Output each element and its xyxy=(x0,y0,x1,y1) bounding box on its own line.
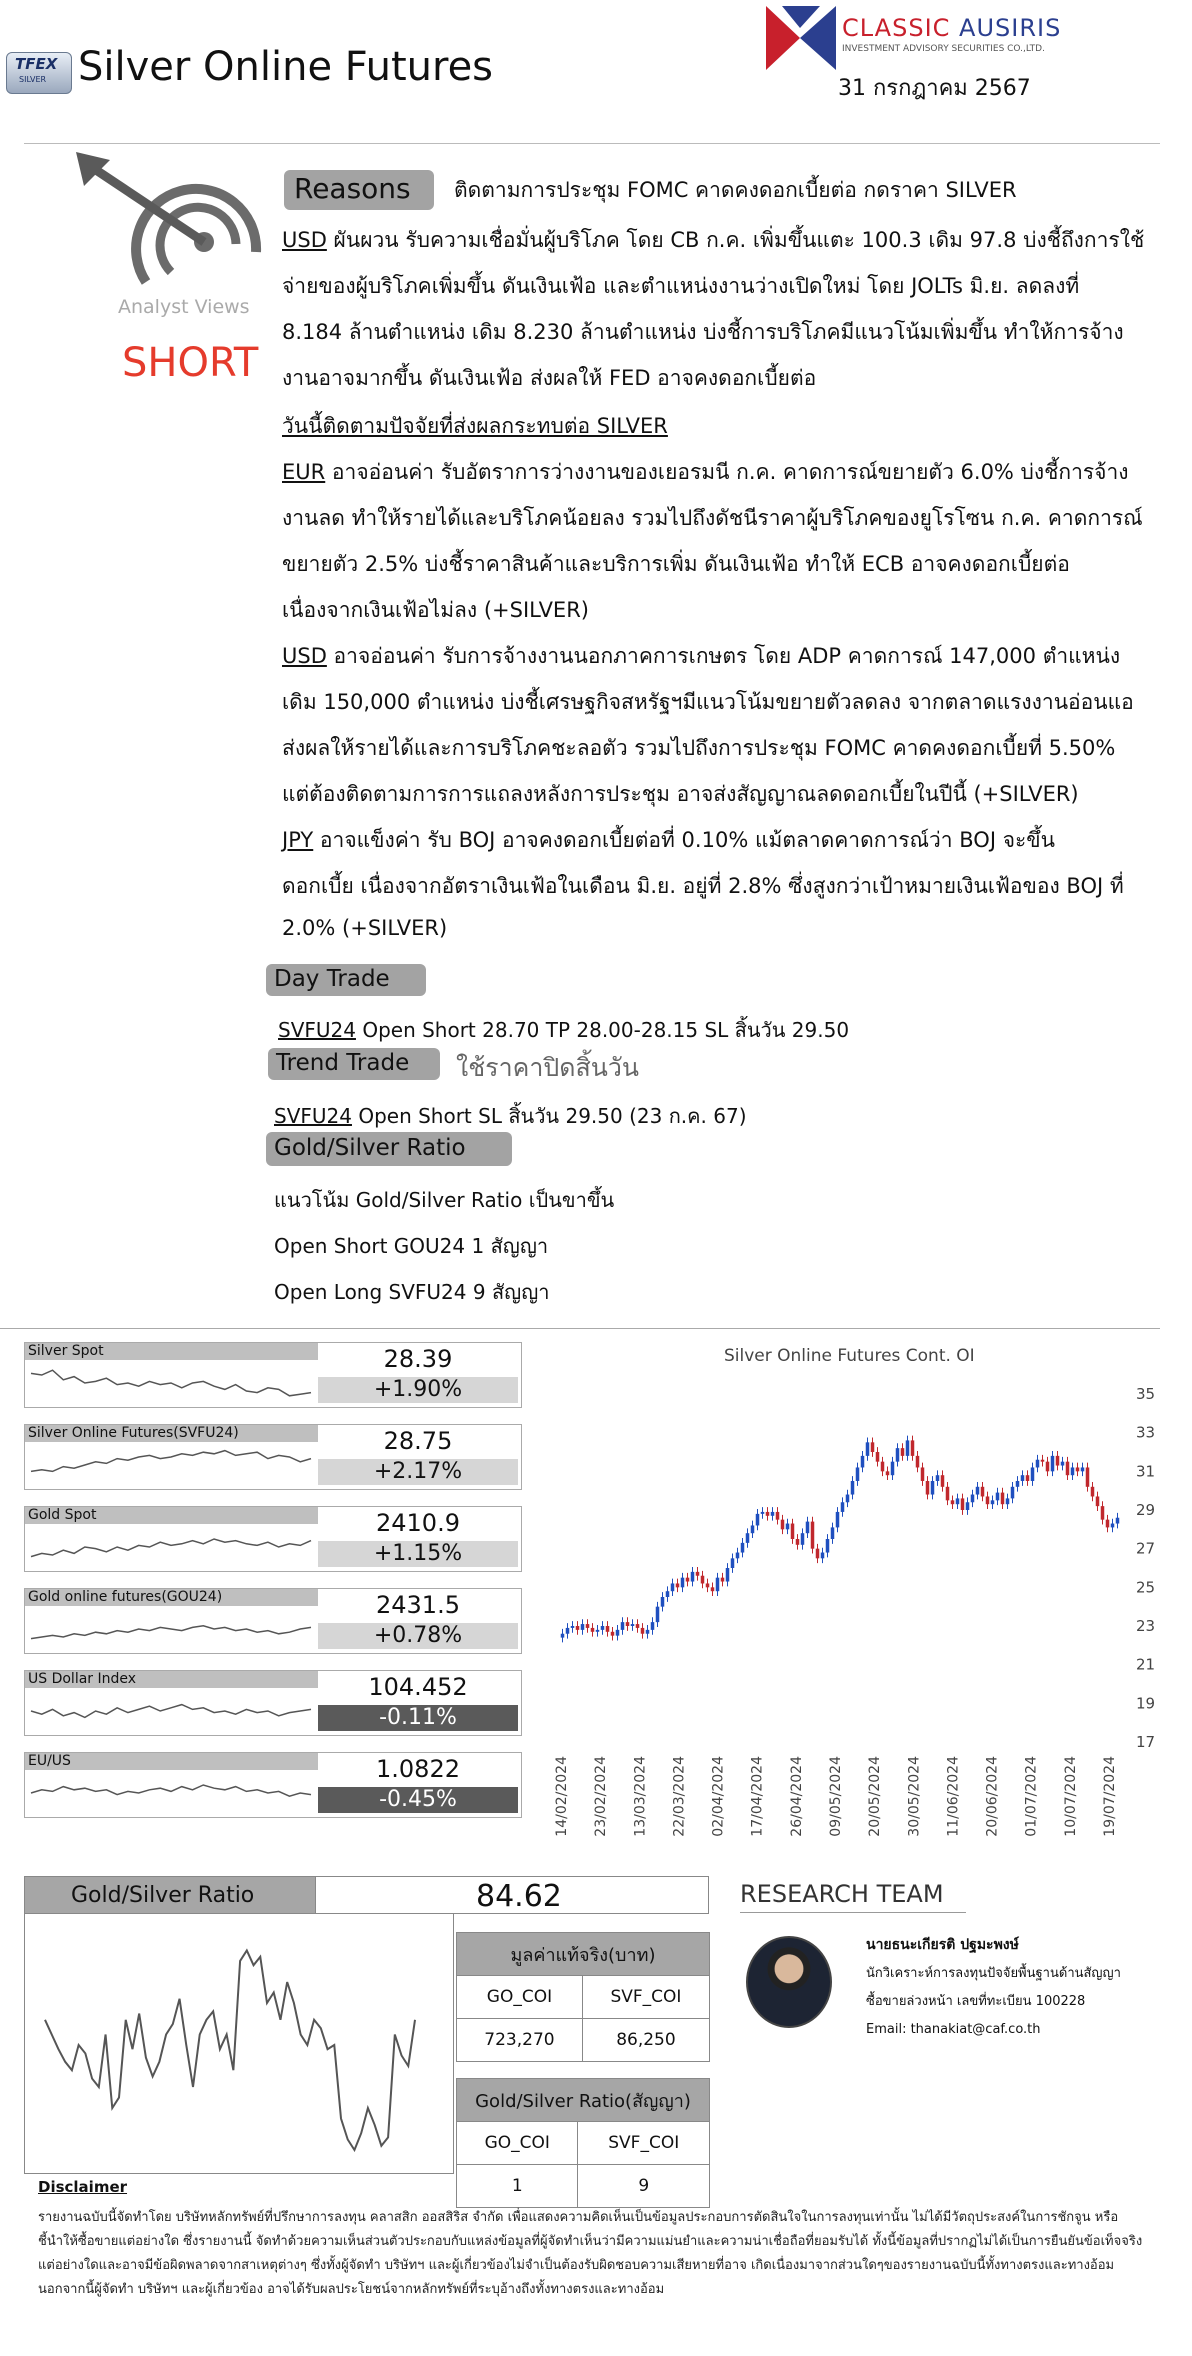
candle-body xyxy=(971,1495,975,1503)
candle-body xyxy=(561,1634,565,1638)
reasons-headline: ติดตามการประชุม FOMC คาดคงดอกเบี้ยต่อ กดราคา SILVER xyxy=(454,178,1017,202)
y-tick-label: 19 xyxy=(1136,1694,1156,1713)
candle-body xyxy=(776,1512,780,1520)
page-title: Silver Online Futures xyxy=(78,44,494,90)
gs-ratio-line-2: Open Long SVFU24 9 สัญญา xyxy=(274,1280,550,1304)
candle-body xyxy=(716,1578,720,1592)
candle-body xyxy=(791,1524,795,1539)
gs-ratio-line-chart xyxy=(40,1920,460,2160)
x-tick-label: 23/02/2024 xyxy=(593,1756,610,1837)
candle-body xyxy=(961,1498,965,1510)
usd1-line-0 xyxy=(282,224,1144,257)
research-name: นายธนะเกียรติ ปฐมะพงษ์ xyxy=(866,1937,1019,1953)
candle-body xyxy=(1006,1498,1010,1504)
usd2-line-1: เดิม 150,000 ตำแหน่ง บ่งชี้เศรษฐกิจสหรัฐฯมีแนวโน้มขยายตัวลดลง จากตลาดแรงงานอ่อนแอ xyxy=(282,690,1134,714)
x-tick-label: 02/04/2024 xyxy=(710,1756,727,1837)
candle-body xyxy=(941,1475,945,1487)
candle-body xyxy=(996,1493,1000,1501)
candle-body xyxy=(1016,1481,1020,1487)
tile-change: +1.90% xyxy=(318,1377,518,1403)
candle-body xyxy=(1071,1467,1075,1475)
candle-body xyxy=(756,1514,760,1526)
candle-body xyxy=(1086,1467,1090,1486)
tile-change: +0.78% xyxy=(318,1623,518,1649)
x-tick-label: 11/06/2024 xyxy=(945,1756,962,1837)
today-heading-text: วันนี้ติดตามปัจจัยที่ส่งผลกระทบต่อ SILVER xyxy=(282,414,668,438)
x-tick-label: 14/02/2024 xyxy=(554,1756,570,1837)
research-role2: ซื้อขายล่วงหน้า เลขที่ทะเบียน 100228 xyxy=(866,1994,1086,2009)
gs-ratio-tag xyxy=(266,1132,512,1166)
candle-body xyxy=(631,1624,635,1626)
y-tick-label: 25 xyxy=(1136,1578,1156,1597)
tfex-badge-text: TFEX xyxy=(15,55,58,73)
ratio-val2: 9 xyxy=(578,2165,710,2208)
tile-label: Silver Spot xyxy=(25,1343,318,1360)
candle-body xyxy=(766,1512,770,1516)
eur-line-3: เนื่องจากเงินเฟ้อไม่ลง (+SILVER) xyxy=(282,598,589,622)
candle-body xyxy=(1041,1460,1045,1462)
candle-body xyxy=(691,1572,695,1582)
candle-body xyxy=(1111,1524,1115,1528)
candle-body xyxy=(861,1456,865,1468)
candle-body xyxy=(1046,1462,1050,1472)
candle-body xyxy=(956,1498,960,1504)
x-tick-label: 10/07/2024 xyxy=(1062,1756,1079,1837)
candle-body xyxy=(1101,1506,1105,1520)
usd2-line-2: ส่งผลให้รายได้และการบริโภคชะลอตัว รวมไปถึงการประชุม FOMC คาดคงดอกเบี้ยที่ 5.50% xyxy=(282,736,1116,760)
usd2-key: USD xyxy=(282,644,327,668)
fair-val1: 723,270 xyxy=(457,2019,583,2062)
x-tick-label: 30/05/2024 xyxy=(906,1756,923,1837)
candle-body xyxy=(656,1607,660,1622)
candle-body xyxy=(946,1487,950,1501)
target-arrow-icon xyxy=(76,152,266,302)
research-role: นักวิเคราะห์การลงทุนปัจจัยพื้นฐานด้านสัญญา xyxy=(866,1966,1121,1981)
eur-line-0 xyxy=(282,456,1129,489)
usd2-line-3: แต่ต้องติดตามการการแถลงหลังการประชุม อาจส่งสัญญาณลดดอกเบี้ยในปีนี้ (+SILVER) xyxy=(282,782,1079,806)
trend-trade-text: Open Short SL สิ้นวัน 29.50 (23 ก.ค. 67) xyxy=(351,1104,747,1128)
trend-trade-symbol: SVFU24 xyxy=(274,1104,352,1128)
gs-ratio-chart-header xyxy=(24,1876,316,1914)
tile-sparkline xyxy=(29,1527,315,1567)
x-tick-label: 19/07/2024 xyxy=(1102,1756,1118,1837)
reasons-tag-text: Reasons xyxy=(294,172,411,205)
brand-ausiris: AUSIRIS xyxy=(959,14,1062,42)
candle-body xyxy=(806,1522,810,1534)
candle-body xyxy=(976,1487,980,1495)
usd1-key: USD xyxy=(282,228,327,252)
candle-body xyxy=(931,1481,935,1495)
brand-name xyxy=(842,14,1061,42)
candle-body xyxy=(641,1628,645,1634)
gs-ratio-chart-title: Gold/Silver Ratio xyxy=(71,1883,255,1908)
candle-body xyxy=(1061,1462,1065,1466)
trend-trade-line xyxy=(274,1100,747,1132)
tile-sparkline xyxy=(29,1363,315,1403)
analyst-view-label: Analyst Views xyxy=(118,296,250,318)
candle-body xyxy=(626,1622,630,1626)
usd2-text-0: อาจอ่อนค่า รับการจ้างงานนอกภาคการเกษตร โดย ADP คาดการณ์ 147,000 ตำแหน่ง xyxy=(326,644,1121,668)
candle-body xyxy=(1001,1493,1005,1505)
tile-price: 1.0822 xyxy=(376,1755,460,1783)
eur-line-1: งานลด ทำให้รายได้และบริโภคน้อยลง รวมไปถึงดัชนีราคาผู้บริโภคของยูโรโซน ก.ค. คาดการณ์ xyxy=(282,506,1143,530)
research-email[interactable]: Email: thanakiat@caf.co.th xyxy=(866,2022,1041,2037)
ratio-contract-table xyxy=(456,2078,710,2208)
disclaimer-line: แต่อย่างใดและอาจมีข้อผิดพลาดจากสาเหตุต่างๆ ซึ่งทั้งผู้จัดทำ บริษัทฯ และผู้เกี่ยวข้องไม่จำเป็นต้องรับผิดชอบความเสียหายที่อาจ เกิดเนื่องมาจากส่วนใดๆของรายงานฉบับนี้ทั้งทางตรงและทางอ้อม xyxy=(38,2258,1115,2273)
candle-body xyxy=(816,1549,820,1559)
tile-sparkline xyxy=(29,1691,315,1731)
candle-body xyxy=(636,1624,640,1628)
tile-sparkline-line xyxy=(31,1451,311,1472)
fair-val2: 86,250 xyxy=(582,2019,709,2062)
gs-ratio-tag-text: Gold/Silver Ratio xyxy=(274,1135,466,1161)
candle-body xyxy=(851,1481,855,1495)
y-tick-label: 23 xyxy=(1136,1617,1156,1635)
gs-ratio-line-1: Open Short GOU24 1 สัญญา xyxy=(274,1234,549,1258)
tile-price: 28.75 xyxy=(383,1427,453,1455)
candle-body xyxy=(811,1522,815,1549)
candle-body xyxy=(621,1622,625,1630)
candle-body xyxy=(1011,1487,1015,1499)
ratio-col2: SVF_COI xyxy=(578,2122,710,2165)
header-divider xyxy=(24,143,1160,144)
candle-body xyxy=(936,1475,940,1481)
tile-sparkline-line xyxy=(31,1539,311,1557)
candle-body xyxy=(1056,1456,1060,1466)
disclaimer-line: รายงานฉบับนี้จัดทำโดย บริษัทหลักทรัพย์ที่ปรึกษาการลงทุน คลาสสิก ออสสิริส จำกัด เพื่อแสดงความคิดเห็นเป็นข้อมูลประกอบการตัดสินใจในการลงทุนเท่านั้น ไม่ได้มีวัตถุประสงค์ในการชักจูน หรือ xyxy=(38,2210,1119,2225)
y-tick-label: 17 xyxy=(1136,1733,1156,1751)
market-tile xyxy=(24,1588,522,1654)
candle-body xyxy=(1076,1467,1080,1471)
candle-body xyxy=(771,1512,775,1516)
candle-body xyxy=(601,1626,605,1630)
day-trade-tag xyxy=(266,964,426,996)
tile-label: US Dollar Index xyxy=(25,1671,318,1688)
candle-body xyxy=(796,1539,800,1545)
x-tick-label: 13/03/2024 xyxy=(632,1756,649,1837)
market-tile xyxy=(24,1670,522,1736)
candle-body xyxy=(646,1630,650,1634)
usd2-line-0 xyxy=(282,640,1120,673)
tile-change: +1.15% xyxy=(318,1541,518,1567)
tfex-badge-sub: SILVER xyxy=(19,75,47,84)
candle-body xyxy=(866,1442,870,1456)
eur-line-2: ขยายตัว 2.5% บ่งชี้ราคาสินค้าและบริการเพิ่ม ดันเงินเฟ้อ ทำให้ ECB อาจคงดอกเบี้ยต่อ xyxy=(282,552,1070,576)
jpy-line-0 xyxy=(282,824,1055,857)
candle-body xyxy=(981,1487,985,1497)
candle-body xyxy=(696,1572,700,1576)
report-date: 31 กรกฎาคม 2567 xyxy=(838,76,1031,101)
candle-body xyxy=(731,1558,735,1568)
research-divider xyxy=(740,1912,966,1913)
candle-body xyxy=(786,1524,790,1530)
tile-price: 28.39 xyxy=(383,1345,453,1373)
candle-body xyxy=(781,1520,785,1530)
candle-body xyxy=(921,1467,925,1481)
candle-body xyxy=(891,1462,895,1476)
tile-sparkline-line xyxy=(31,1626,311,1639)
gs-ratio-series-line xyxy=(45,1951,415,2151)
candle-body xyxy=(736,1553,740,1559)
jpy-text-0: อาจแข็งค่า รับ BOJ อาจคงดอกเบี้ยต่อที่ 0.10% แม้ตลาดคาดการณ์ว่า BOJ จะขึ้น xyxy=(313,828,1055,852)
market-tile xyxy=(24,1424,522,1490)
candle-body xyxy=(606,1626,610,1632)
usd1-text-0: ผันผวน รับความเชื่อมั่นผู้บริโภค โดย CB ก.ค. เพิ่มขึ้นแตะ 100.3 เดิม 97.8 บ่งชี้ถึงการใช้ xyxy=(326,228,1145,252)
y-tick-label: 29 xyxy=(1136,1501,1156,1519)
x-tick-label: 20/05/2024 xyxy=(867,1756,884,1837)
candle-body xyxy=(986,1496,990,1504)
candle-body xyxy=(871,1442,875,1452)
ratio-col1: GO_COI xyxy=(457,2122,578,2165)
candle-body xyxy=(596,1630,600,1632)
candle-body xyxy=(951,1500,955,1504)
candle-chart xyxy=(540,1376,1180,1866)
candle-body xyxy=(991,1500,995,1504)
candle-body xyxy=(581,1624,585,1630)
trend-trade-note: ใช้ราคาปิดสิ้นวัน xyxy=(456,1053,639,1082)
tile-sparkline-line xyxy=(31,1370,311,1396)
candle-body xyxy=(681,1578,685,1588)
candle-body xyxy=(751,1525,755,1533)
candle-body xyxy=(881,1462,885,1472)
candle-chart-title: Silver Online Futures Cont. OI xyxy=(724,1346,975,1366)
day-trade-symbol: SVFU24 xyxy=(278,1018,356,1042)
candle-body xyxy=(666,1591,670,1597)
fair-col2: SVF_COI xyxy=(582,1976,709,2019)
candle-body xyxy=(586,1624,590,1628)
candle-body xyxy=(906,1440,910,1455)
candle-body xyxy=(741,1543,745,1553)
candle-body xyxy=(746,1533,750,1543)
disclaimer-body xyxy=(38,2206,1158,2302)
usd1-line-1: จ่ายของผู้บริโภคเพิ่มขึ้น ดันเงินเฟ้อ และตำแหน่งงานว่างเปิดใหม่ โดย JOLTs มิ.ย. ลดลงที่ xyxy=(282,274,1080,298)
fair-col1: GO_COI xyxy=(457,1976,583,2019)
candle-body xyxy=(1051,1456,1055,1471)
eur-key: EUR xyxy=(282,460,326,484)
candle-body xyxy=(926,1481,930,1495)
market-tile xyxy=(24,1342,522,1408)
candle-body xyxy=(706,1583,710,1587)
candle-body xyxy=(876,1452,880,1462)
reasons-tag xyxy=(284,170,434,210)
day-trade-line xyxy=(278,1014,849,1046)
brand-classic: CLASSIC xyxy=(842,14,951,42)
tile-sparkline xyxy=(29,1445,315,1485)
disclaimer-line: นอกจากนี้ผู้จัดทำ บริษัทฯ และผู้เกี่ยวข้อง อาจได้รับผลประโยชน์จากหลักทรัพย์ที่ระบุอ้างถึงทั้งทางตรงและทางอ้อม xyxy=(38,2282,665,2297)
jpy-line-2: 2.0% (+SILVER) xyxy=(282,916,448,940)
candle-body xyxy=(901,1448,905,1456)
candle-body xyxy=(661,1597,665,1607)
candle-body xyxy=(966,1502,970,1510)
candle-body xyxy=(846,1495,850,1503)
candle-body xyxy=(896,1448,900,1462)
x-tick-label: 20/06/2024 xyxy=(984,1756,1001,1837)
candle-body xyxy=(1026,1475,1030,1481)
candle-body xyxy=(591,1628,595,1632)
y-tick-label: 33 xyxy=(1136,1423,1156,1442)
section-divider xyxy=(0,1328,1160,1329)
candle-body xyxy=(671,1583,675,1591)
analyst-view-short: SHORT xyxy=(122,340,259,386)
tile-label: Silver Online Futures(SVFU24) xyxy=(25,1425,318,1442)
trend-trade-tag xyxy=(268,1048,440,1080)
candle-body xyxy=(1106,1520,1110,1528)
disclaimer-title: Disclaimer xyxy=(38,2178,128,2196)
y-tick-label: 35 xyxy=(1136,1385,1156,1403)
candle-body xyxy=(886,1471,890,1475)
candle-body xyxy=(1021,1475,1025,1481)
tile-price: 2431.5 xyxy=(376,1591,460,1619)
candle-body xyxy=(566,1628,570,1634)
candle-body xyxy=(826,1539,830,1553)
brand-subtitle: INVESTMENT ADVISORY SECURITIES CO.,LTD. xyxy=(842,44,1045,54)
candle-body xyxy=(1096,1496,1100,1506)
candle-body xyxy=(1091,1487,1095,1497)
candle-body xyxy=(1081,1467,1085,1471)
tile-change: -0.45% xyxy=(318,1787,518,1813)
candle-body xyxy=(1031,1467,1035,1481)
candle-body xyxy=(841,1502,845,1512)
candle-body xyxy=(831,1527,835,1539)
tile-sparkline-line xyxy=(31,1785,311,1796)
ratio-contract-header: Gold/Silver Ratio(สัญญา) xyxy=(457,2079,710,2122)
tile-change: +2.17% xyxy=(318,1459,518,1485)
x-tick-label: 17/04/2024 xyxy=(749,1756,766,1837)
candle-body xyxy=(821,1553,825,1559)
usd1-line-2: 8.184 ล้านตำแหน่ง เดิม 8.230 ล้านตำแหน่ง บ่งชี้การบริโภคมีแนวโน้มเพิ่มขึ้น ทำให้การจ้าง xyxy=(282,320,1124,344)
fair-value-header: มูลค่าแท้จริง(บาท) xyxy=(457,1933,710,1976)
y-tick-label: 31 xyxy=(1136,1462,1156,1481)
candle-body xyxy=(856,1467,860,1481)
today-heading xyxy=(282,410,668,443)
fair-value-table xyxy=(456,1932,710,2062)
candle-body xyxy=(576,1626,580,1630)
eur-text-0: อาจอ่อนค่า รับอัตราการว่างงานของเยอรมนี ก.ค. คาดการณ์ขยายตัว 6.0% บ่งชี้การจ้าง xyxy=(325,460,1129,484)
candle-body xyxy=(1036,1460,1040,1468)
candle-body xyxy=(611,1632,615,1636)
tile-price: 104.452 xyxy=(368,1673,468,1701)
gs-ratio-value: 84.62 xyxy=(476,1879,562,1914)
candle-body xyxy=(571,1626,575,1628)
tfex-badge xyxy=(6,52,72,94)
usd1-line-3: งานอาจมากขึ้น ดันเงินเฟ้อ ส่งผลให้ FED อาจคงดอกเบี้ยต่อ xyxy=(282,366,817,390)
candle-body xyxy=(911,1440,915,1455)
day-trade-tag-text: Day Trade xyxy=(274,966,390,992)
market-tile xyxy=(24,1752,522,1818)
tile-sparkline xyxy=(29,1609,315,1649)
gs-ratio-line-0: แนวโน้ม Gold/Silver Ratio เป็นขาขึ้น xyxy=(274,1188,615,1212)
tile-label: Gold Spot xyxy=(25,1507,318,1524)
research-title: RESEARCH TEAM xyxy=(740,1880,944,1908)
candle-body xyxy=(836,1512,840,1527)
ratio-val1: 1 xyxy=(457,2165,578,2208)
x-tick-label: 22/03/2024 xyxy=(671,1756,688,1837)
tile-label: Gold online futures(GOU24) xyxy=(25,1589,318,1606)
tile-change: -0.11% xyxy=(318,1705,518,1731)
gs-ratio-value-box xyxy=(314,1876,709,1914)
candle-body xyxy=(1066,1462,1070,1476)
candle-body xyxy=(801,1533,805,1545)
candle-body xyxy=(761,1512,765,1514)
tile-label: EU/US xyxy=(25,1753,318,1770)
candle-body xyxy=(676,1583,680,1587)
trend-trade-tag-text: Trend Trade xyxy=(276,1050,410,1076)
candle-body xyxy=(686,1578,690,1582)
candle-body xyxy=(701,1576,705,1584)
x-tick-label: 26/04/2024 xyxy=(788,1756,805,1837)
y-tick-label: 27 xyxy=(1136,1539,1156,1558)
candle-body xyxy=(651,1622,655,1630)
day-trade-text: Open Short 28.70 TP 28.00-28.15 SL สิ้นวัน 29.50 xyxy=(355,1018,850,1042)
avatar xyxy=(746,1936,832,2028)
y-tick-label: 21 xyxy=(1136,1655,1156,1674)
candle-body xyxy=(1116,1518,1120,1524)
market-tile xyxy=(24,1506,522,1572)
candle-body xyxy=(616,1630,620,1636)
candle-body xyxy=(916,1456,920,1468)
jpy-line-1: ดอกเบี้ย เนื่องจากอัตราเงินเฟ้อในเดือน มิ.ย. อยู่ที่ 2.8% ซึ่งสูงกว่าเป้าหมายเงินเฟ้อของ BOJ ที่ xyxy=(282,874,1124,898)
company-logo-icon xyxy=(766,6,836,70)
x-tick-label: 09/05/2024 xyxy=(828,1756,844,1837)
tile-sparkline-line xyxy=(31,1705,311,1718)
candle-body xyxy=(711,1587,715,1591)
tile-price: 2410.9 xyxy=(376,1509,460,1537)
tile-sparkline xyxy=(29,1773,315,1813)
candle-body xyxy=(726,1568,730,1582)
candle-body xyxy=(721,1578,725,1582)
jpy-key: JPY xyxy=(282,828,314,852)
x-tick-label: 01/07/2024 xyxy=(1023,1756,1040,1837)
disclaimer-line: ชี้นำให้ซื้อขายแต่อย่างใด ซึ่งรายงานนี้ จัดทำด้วยความเห็นส่วนตัวประกอบกับแหล่งข้อมูลที่ผู้จัดทำเห็นว่ามีความแม่นยำและความน่าเชื่อถือที่ยอมรับได้ ทั้งนี้ข้อมูลที่ปรากฏไม่ได้เป็นการยืนยันข้อเท็จจริง xyxy=(38,2234,1143,2249)
